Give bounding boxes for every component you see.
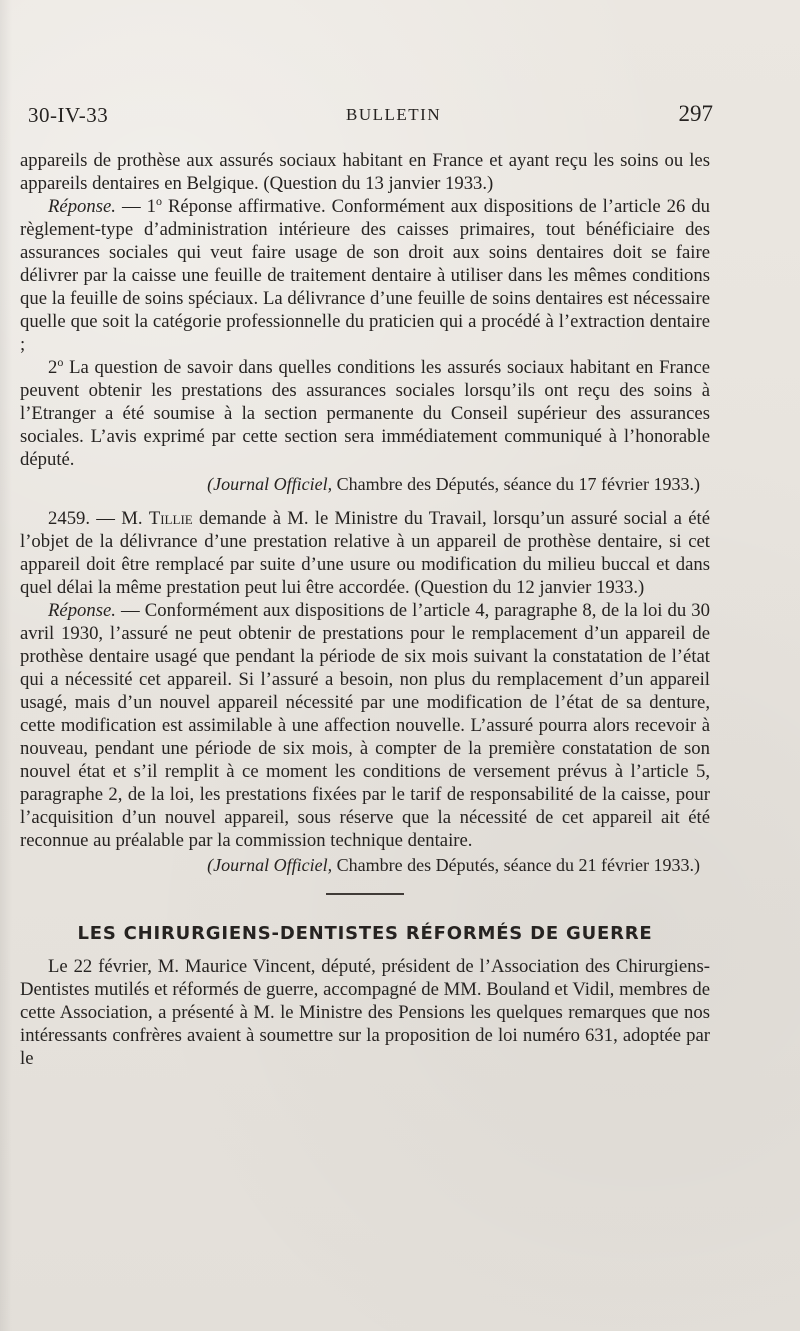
answer-2459: [20, 599, 710, 852]
header-date: 30-IV-33: [28, 103, 109, 127]
answer-text: — Conformément aux dispositions de l’article 4, paragraphe 8, de la loi du 30 avril 1930, l’assuré ne peut obtenir de prestations pour le remplacement d’un appareil de prothèse dentaire usagé que pendant la période de six mois suivant la constatation de l’état qui a nécessité cet appareil. Si l’assuré a besoin, non plus du remplacement d’un appareil usagé, mais d’un nouvel appareil nécessité par une modification de l’état de sa denture, cette modification est assimilable à une affection nouvelle. L’assuré pourra alors recevoir à nouveau, pendant une période de six mois, à compter de la première constatation de son nouvel état et s’il remplit à ce moment les conditions de versement prévus à l’article 5, paragraphe 2, de la loi, les prestations fixées par le tarif de responsabilité de la caisse, pour l’acquisition d’un nouvel appareil, sous réserve que la nécessité de cet appareil ait été reconnue au préalable par la commission technique dentaire.: [20, 600, 710, 851]
reponse-label: Réponse.: [48, 600, 116, 621]
source-details: Chambre des Députés, séance du 17 février 1933.): [332, 474, 700, 494]
paragraph-continued: [20, 149, 710, 195]
section-text: Le 22 février, M. Maurice Vincent, député, président de l’Association des Chirurgiens-Dentistes mutilés et réformés de guerre, accompagné de MM. Bouland et Vidil, membres de cette Association, a présenté à M. le Ministre des Pensions les quelques remarques que nos intéressants confrères avaient à soumettre sur la proposition de loi numéro 631, adoptée par le: [20, 956, 710, 1069]
page-content: [20, 149, 710, 1070]
header-title: BULLETIN: [346, 105, 442, 124]
ordinal-superscript: o: [155, 193, 162, 208]
section-paragraph: [20, 955, 710, 1070]
source-citation-2: [20, 854, 710, 877]
page-header: [28, 99, 713, 129]
ordinal-superscript: o: [57, 354, 64, 369]
question-number: 2459. — M.: [48, 508, 149, 529]
section-title: LES CHIRURGIENS-DENTISTES RÉFORMÉS DE GUERRE: [77, 923, 653, 944]
paragraph-reponse-1: [20, 195, 710, 356]
question-text: demande à M. le Ministre du Travail, lorsqu’un assuré social a été l’objet de la délivrance d’une prestation relative à un appareil de prothèse dentaire, si cet appareil doit être remplacé par suite d’une usure ou modification du milieu buccal et dans quel délai la même prestation peut lui être accordée. (Question du 12 janvier 1933.): [20, 508, 710, 598]
paragraph-point-2: [20, 356, 710, 471]
question-2459: [20, 507, 710, 599]
reponse-label: Réponse.: [48, 196, 116, 217]
paragraph-text: appareils de prothèse aux assurés sociaux habitant en France et ayant reçu les soins ou les appareils dentaires en Belgique. (Question du 13 janvier 1933.): [20, 150, 710, 194]
page-edge-shadow: [0, 0, 12, 1331]
reponse-dash: — 1: [121, 196, 156, 217]
point-number: 2: [48, 357, 58, 378]
paragraph-text: La question de savoir dans quelles conditions les assurés sociaux habitant en France peuvent obtenir les prestations des assurances sociales lorsqu’ils ont reçu des soins à l’Etranger a été soumise à la section permanente du Conseil supérieur des assurances sociales. L’avis exprimé par cette section sera immédiatement communiqué à l’honorable député.: [20, 357, 710, 470]
source-details: Chambre des Députés, séance du 21 février 1933.): [332, 855, 700, 875]
section-divider: [326, 893, 404, 895]
source-journal: (Journal Officiel,: [207, 855, 333, 875]
page-number: 297: [678, 101, 713, 126]
source-citation-1: [20, 473, 710, 496]
paragraph-text: Réponse affirmative. Conformément aux dispositions de l’article 26 du règlement-type d’administration intérieure des caisses primaires, tout bénéficiaire des assurances sociales qui veut faire usage de son droit aux soins dentaires doit se faire délivrer par la caisse une feuille de traitement dentaire à utiliser dans les mêmes conditions que la feuille de soins spéciaux. La délivrance d’une feuille de soins dentaires est nécessaire quelle que soit la catégorie professionnelle du praticien qui a procédé à l’extraction dentaire ;: [20, 196, 711, 355]
source-journal: (Journal Officiel,: [207, 474, 333, 494]
deputy-name: Tillie: [148, 508, 193, 529]
